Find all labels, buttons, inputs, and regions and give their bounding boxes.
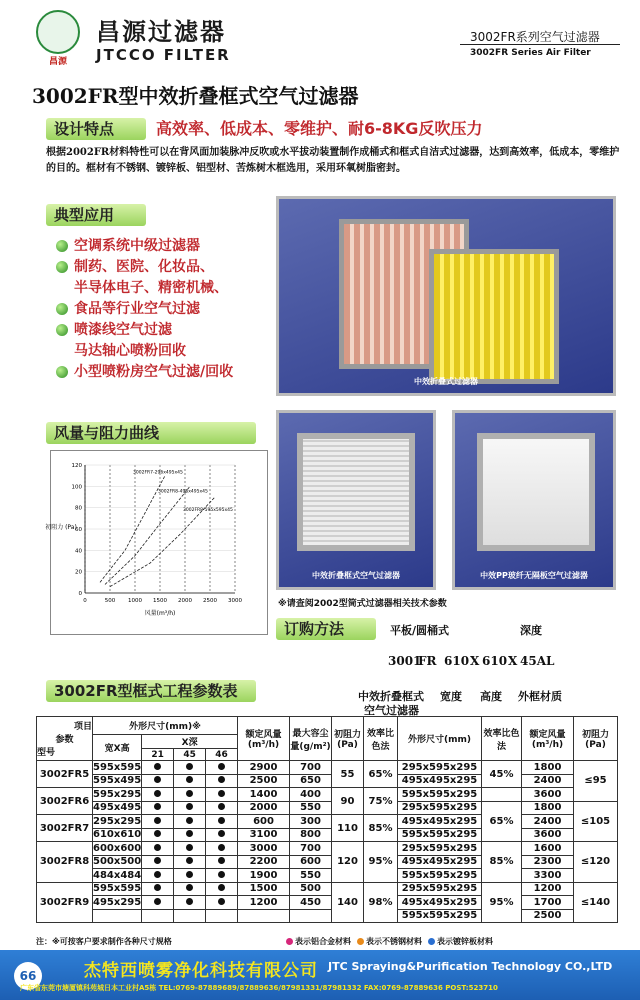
series-label: 3002FR8-595x595x45 xyxy=(183,508,233,513)
legend-label: 表示铝合金材料 xyxy=(295,937,351,946)
availability-dot xyxy=(206,909,238,923)
dim2-cell: 595x595x295 xyxy=(398,909,482,923)
flow2-cell: 1700 xyxy=(522,896,574,910)
x-tick-label: 1000 xyxy=(128,598,142,604)
dust-header: 最大容尘量(g/m²) xyxy=(290,717,332,761)
size-cell: 495x295 xyxy=(93,896,142,908)
availability-dot xyxy=(174,869,206,883)
x-tick-label: 0 xyxy=(83,598,87,604)
bullet-icon xyxy=(56,324,68,336)
applications-list xyxy=(56,236,276,383)
availability-dot xyxy=(174,896,206,910)
order-label-3: 高度 xyxy=(480,690,502,703)
model-cell: 3002FR8 xyxy=(37,842,93,883)
size-cell xyxy=(93,909,142,923)
eff-cell: 65% xyxy=(364,761,398,788)
order-label-1b: 空气过滤器 xyxy=(364,704,419,717)
eff2-cell: 85% xyxy=(482,842,522,883)
availability-dot xyxy=(142,788,174,802)
application-text: 食品等行业空气过滤 xyxy=(74,301,200,317)
size-cell: 610x610 xyxy=(93,829,142,841)
series-title-cn: 3002FR系列空气过滤器 xyxy=(470,30,600,44)
size-cell: 600x600 xyxy=(93,842,142,854)
availability-dot xyxy=(206,869,238,883)
flow2-cell: 2400 xyxy=(522,815,574,829)
dust-cell xyxy=(290,909,332,923)
availability-dot xyxy=(142,896,174,910)
application-item xyxy=(56,278,276,299)
pp-filter-image xyxy=(477,433,595,551)
flow-cell: 3100 xyxy=(238,828,290,842)
dim2-cell: 295x595x295 xyxy=(398,761,482,775)
res-header: 初阻力(Pa) xyxy=(332,717,364,761)
depth-21: 21 xyxy=(142,749,174,761)
dust-cell: 500 xyxy=(290,882,332,896)
design-slogan: 高效率、低成本、零维护、耐6-8KG反吹压力 xyxy=(156,119,483,138)
application-text: 小型喷粉房空气过滤/回收 xyxy=(74,364,234,380)
flow-cell: 600 xyxy=(238,815,290,829)
availability-dot xyxy=(142,909,174,923)
application-item xyxy=(56,257,276,278)
yellow-filter-image xyxy=(429,249,559,384)
table-row xyxy=(37,869,618,883)
res2-cell: ≤105 xyxy=(574,801,618,842)
photo-b-caption: 中效PP玻纤无隔板空气过滤器 xyxy=(480,571,588,580)
availability-dot xyxy=(142,842,174,856)
availability-dot xyxy=(174,842,206,856)
table-row xyxy=(37,828,618,842)
size-cell: 295x295 xyxy=(93,815,142,827)
availability-dot xyxy=(142,801,174,815)
dust-cell: 650 xyxy=(290,774,332,788)
material-legend xyxy=(286,936,493,947)
availability-dot xyxy=(206,801,238,815)
design-description: 根据2002FR材料特性可以在背风面加装脉冲反吹或水平拔动装置制作成桶式和框式自洁式过滤器，达到高效率，低成本，零维护的目的。框材有不锈钢、镀锌板、铝型材、苦炼树木框选用，采用环氧树脂密封。 xyxy=(46,147,620,174)
table-row xyxy=(37,882,618,896)
product-photo-a xyxy=(276,410,436,590)
legend-label: 表示不锈钢材料 xyxy=(366,937,422,946)
order-code-6: X xyxy=(508,654,518,668)
flow-header: 额定风量(m³/h) xyxy=(238,717,290,761)
flow-cell: 1900 xyxy=(238,869,290,883)
x-tick-label: 3000 xyxy=(228,598,242,604)
flow-cell: 2900 xyxy=(238,761,290,775)
table-row xyxy=(37,788,618,802)
page-number: 66 xyxy=(14,962,42,990)
flow-cell: 1400 xyxy=(238,788,290,802)
chart-svg xyxy=(45,451,267,634)
res2-cell: ≤95 xyxy=(574,761,618,802)
dim2-header: 外形尺寸(mm) xyxy=(398,717,482,761)
availability-dot xyxy=(206,828,238,842)
order-code-7: 45AL xyxy=(520,654,555,668)
param-heading: 3002FR型框式工程参数表 xyxy=(46,680,256,702)
res-cell: 55 xyxy=(332,761,364,788)
x-tick-label: 2000 xyxy=(178,598,192,604)
eff2-cell xyxy=(482,788,522,802)
eff-header: 效率比色法 xyxy=(364,717,398,761)
eff2-cell: 95% xyxy=(482,882,522,923)
availability-dot xyxy=(206,761,238,775)
flow-cell: 1200 xyxy=(238,896,290,910)
flow2-cell: 3300 xyxy=(522,869,574,883)
table-row xyxy=(37,842,618,856)
logo-sub-text: 昌源 xyxy=(48,57,67,67)
availability-dot xyxy=(174,761,206,775)
y-tick-label: 20 xyxy=(75,569,82,576)
order-code-2: FR xyxy=(418,654,437,668)
order-label-1: 中效折叠框式 xyxy=(358,690,424,703)
application-text: 空调系统中级过滤器 xyxy=(74,238,200,254)
flow-cell: 3000 xyxy=(238,842,290,856)
res-cell: 140 xyxy=(332,882,364,923)
availability-dot xyxy=(174,801,206,815)
application-text: 制药、医院、化妆品、 xyxy=(74,259,214,275)
bullet-icon xyxy=(56,303,68,315)
flow2-cell: 2300 xyxy=(522,855,574,869)
dim-header: 外形尺寸(mm)※ xyxy=(93,717,238,735)
y-tick-label: 80 xyxy=(75,505,82,512)
dust-cell: 450 xyxy=(290,896,332,910)
flow2-cell: 1200 xyxy=(522,882,574,896)
model-cell: 3002FR9 xyxy=(37,882,93,923)
flow2-cell: 1600 xyxy=(522,842,574,856)
dim2-cell: 495x495x295 xyxy=(398,815,482,829)
order-code-4: X xyxy=(470,654,480,668)
flow-cell: 1500 xyxy=(238,882,290,896)
flow2-cell: 1800 xyxy=(522,801,574,815)
availability-dot xyxy=(206,788,238,802)
parameter-table xyxy=(36,716,618,923)
availability-dot xyxy=(142,761,174,775)
series-label: 3002FR8-495x495x45 xyxy=(158,489,208,495)
eff2-cell: 65% xyxy=(482,801,522,842)
flow2-header: 额定风量(m³/h) xyxy=(522,717,574,761)
dim2-cell: 495x495x295 xyxy=(398,774,482,788)
size-cell: 500x500 xyxy=(93,856,142,868)
availability-dot xyxy=(174,788,206,802)
legend-dot-icon xyxy=(286,938,293,945)
availability-dot xyxy=(206,774,238,788)
dim2-cell: 595x595x295 xyxy=(398,788,482,802)
depth-45: 45 xyxy=(174,749,206,761)
y-tick-label: 60 xyxy=(75,527,82,533)
availability-dot xyxy=(206,815,238,829)
flow-resistance-chart xyxy=(45,450,268,635)
series-label: 3002FR7-296x495x45 xyxy=(133,470,183,476)
legend-dot-icon xyxy=(428,938,435,945)
x-axis-label: 风量(m³/h) xyxy=(144,610,176,617)
table-footnote: 注：※可按客户要求制作各种尺寸规格 xyxy=(36,937,172,946)
table-row xyxy=(37,761,618,775)
bullet-icon xyxy=(56,240,68,252)
availability-dot xyxy=(142,855,174,869)
y-axis-label: 初阻力 (Pa) xyxy=(45,524,77,531)
dust-cell: 800 xyxy=(290,828,332,842)
flow2-cell: 3600 xyxy=(522,828,574,842)
application-item xyxy=(56,299,276,320)
size-cell: 595x495 xyxy=(93,775,142,787)
y-tick-label: 100 xyxy=(71,484,82,491)
bullet-icon xyxy=(56,366,68,378)
availability-dot xyxy=(174,882,206,896)
availability-dot xyxy=(174,909,206,923)
order-code-3: 610 xyxy=(444,654,470,668)
flow-cell: 2200 xyxy=(238,855,290,869)
table-row xyxy=(37,774,618,788)
table-row xyxy=(37,896,618,910)
dim2-cell: 495x495x295 xyxy=(398,855,482,869)
x-tick-label: 2500 xyxy=(203,598,217,604)
table-row xyxy=(37,815,618,829)
application-text: 马达轴心喷粉回收 xyxy=(74,343,186,359)
header-divider xyxy=(460,44,620,45)
availability-dot xyxy=(174,828,206,842)
dim2-cell: 295x595x295 xyxy=(398,882,482,896)
size-cell: 484x484 xyxy=(93,869,142,881)
application-item xyxy=(56,320,276,341)
application-text: 喷漆线空气过滤 xyxy=(74,322,172,338)
availability-dot xyxy=(142,869,174,883)
dim2-cell: 595x595x295 xyxy=(398,828,482,842)
eff-cell: 85% xyxy=(364,815,398,842)
availability-dot xyxy=(206,882,238,896)
model-cell: 3002FR7 xyxy=(37,815,93,842)
series-title-en: 3002FR Series Air Filter xyxy=(470,48,591,58)
order-code-5: 610 xyxy=(482,654,508,668)
main-product-photo xyxy=(276,196,616,396)
legend-dot-icon xyxy=(357,938,364,945)
series-line xyxy=(105,486,190,584)
eff-cell: 95% xyxy=(364,842,398,883)
brand-name-en: JTCCO FILTER xyxy=(96,46,231,64)
bullet-icon xyxy=(56,261,68,273)
legend-item xyxy=(428,936,493,947)
curve-heading: 风量与阻力曲线 xyxy=(46,422,256,444)
x-tick-label: 1500 xyxy=(153,598,167,604)
flow2-cell: 2500 xyxy=(522,909,574,923)
order-code-1: 3001 xyxy=(388,654,422,668)
y-tick-label: 120 xyxy=(71,463,82,469)
page-title: 3002FR型中效折叠框式空气过滤器 xyxy=(32,84,359,108)
depth-header: X深 xyxy=(142,735,238,749)
availability-dot xyxy=(206,896,238,910)
flow-cell xyxy=(238,909,290,923)
flow-cell: 2000 xyxy=(238,801,290,815)
eff-cell: 75% xyxy=(364,788,398,815)
size-cell: 595x295 xyxy=(93,788,142,800)
company-address: 广东省东莞市塘厦镇科苑城日本工业村A5栋 TEL:0769-87889689/87889636/87981331/87981332 FAX:0769-87889636 POST:523710 xyxy=(20,984,498,992)
res-cell: 120 xyxy=(332,842,364,883)
application-text: 半导体电子、精密机械、 xyxy=(74,280,228,296)
eff-cell: 98% xyxy=(364,882,398,923)
dim2-cell: 595x595x295 xyxy=(398,869,482,883)
flow2-cell: 2400 xyxy=(522,774,574,788)
availability-dot xyxy=(142,815,174,829)
application-item xyxy=(56,362,276,383)
legend-item xyxy=(286,936,351,947)
depth-46: 46 xyxy=(206,749,238,761)
order-top-left: 平板/圆桶式 xyxy=(390,624,450,637)
application-item xyxy=(56,341,276,362)
size-cell: 495x495 xyxy=(93,802,142,814)
availability-dot xyxy=(142,882,174,896)
dust-cell: 550 xyxy=(290,869,332,883)
res-cell: 110 xyxy=(332,815,364,842)
availability-dot xyxy=(174,774,206,788)
wh-header: 宽X高 xyxy=(93,735,142,761)
table-row xyxy=(37,801,618,815)
availability-dot xyxy=(174,815,206,829)
y-tick-label: 40 xyxy=(75,548,82,555)
main-photo-caption: 中效折叠式过滤器 xyxy=(414,377,478,386)
res2-cell: ≤120 xyxy=(574,842,618,883)
company-logo xyxy=(36,10,80,54)
res2-header: 初阻力(Pa) xyxy=(574,717,618,761)
dim2-cell: 295x595x295 xyxy=(398,842,482,856)
order-top-right: 深度 xyxy=(520,624,542,637)
table-row xyxy=(37,855,618,869)
size-cell: 595x595 xyxy=(93,761,142,773)
eff2-cell: 45% xyxy=(482,761,522,788)
dust-cell: 700 xyxy=(290,761,332,775)
availability-dot xyxy=(142,828,174,842)
company-name-cn: 杰特西喷雾净化科技有限公司 xyxy=(84,961,318,981)
dim2-cell: 495x495x295 xyxy=(398,896,482,910)
order-heading: 订购方法 xyxy=(276,618,376,640)
order-label-2: 宽度 xyxy=(440,690,462,703)
availability-dot xyxy=(206,855,238,869)
table-row xyxy=(37,909,618,923)
flow-cell: 2500 xyxy=(238,774,290,788)
availability-dot xyxy=(142,774,174,788)
model-cell: 3002FR5 xyxy=(37,761,93,788)
dust-cell: 550 xyxy=(290,801,332,815)
application-item xyxy=(56,236,276,257)
applications-heading: 典型应用 xyxy=(46,204,146,226)
flow2-cell: 1800 xyxy=(522,761,574,775)
x-tick-label: 500 xyxy=(104,598,116,604)
legend-item xyxy=(357,936,422,947)
size-cell: 595x595 xyxy=(93,883,142,895)
res2-cell: ≤140 xyxy=(574,882,618,923)
table-corner-header: 项目 参数 型号 xyxy=(37,717,93,761)
see-also-note: ※请查阅2002型筒式过滤器相关技术参数 xyxy=(278,599,447,609)
photo-a-caption: 中效折叠框式空气过滤器 xyxy=(312,571,400,580)
availability-dot xyxy=(174,855,206,869)
panel-filter-image xyxy=(297,433,415,551)
res-cell: 90 xyxy=(332,788,364,815)
flow2-cell: 3600 xyxy=(522,788,574,802)
eff2-header: 效率比色法 xyxy=(482,717,522,761)
brand-name-cn: 昌源过滤器 xyxy=(96,18,226,46)
legend-label: 表示镀锌板材料 xyxy=(437,937,493,946)
model-cell: 3002FR6 xyxy=(37,788,93,815)
dust-cell: 700 xyxy=(290,842,332,856)
y-tick-label: 0 xyxy=(78,591,82,597)
order-code-block xyxy=(330,620,630,717)
product-photo-b xyxy=(452,410,616,590)
dust-cell: 300 xyxy=(290,815,332,829)
availability-dot xyxy=(206,842,238,856)
company-name-en: JTC Spraying&Purification Technology CO.,LTD xyxy=(328,960,613,973)
design-heading: 设计特点 xyxy=(46,118,146,140)
dust-cell: 400 xyxy=(290,788,332,802)
order-label-4: 外框材质 xyxy=(518,690,562,703)
dust-cell: 600 xyxy=(290,855,332,869)
dim2-cell: 295x595x295 xyxy=(398,801,482,815)
